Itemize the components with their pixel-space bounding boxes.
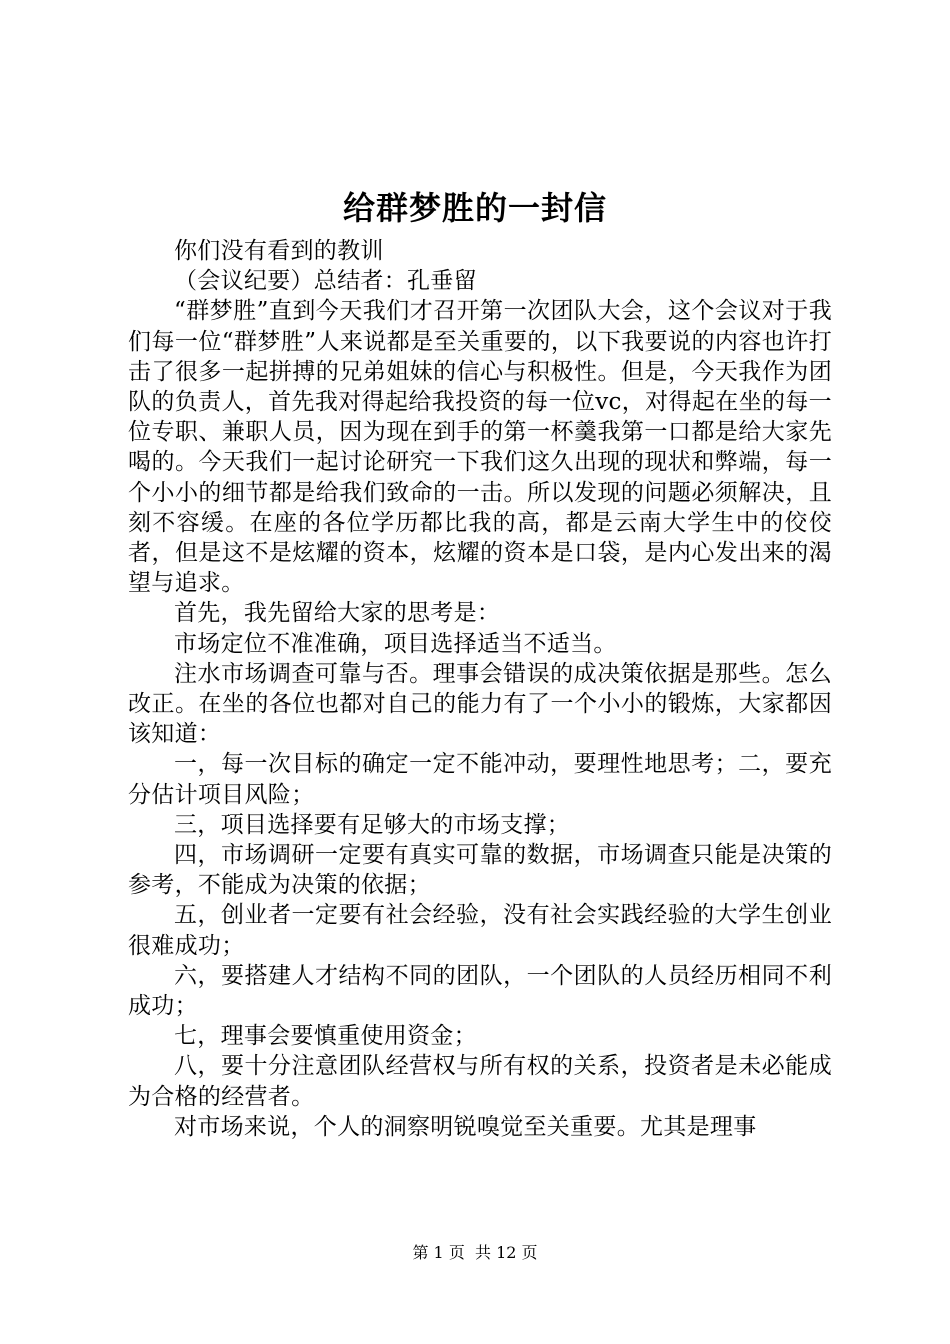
paragraph-point-7: 七，理事会要慎重使用资金； <box>174 1023 477 1050</box>
paragraph-market: 对市场来说，个人的洞察明锐嗅觉至关重要。尤其是理事 <box>174 1113 757 1140</box>
paragraph-positioning: 市场定位不准准确，项目选择适当不适当。 <box>174 630 617 657</box>
document-body <box>128 236 832 1142</box>
paragraph-point-5: 五，创业者一定要有社会经验，没有社会实践经验的大学生创业很难成功； <box>128 902 832 959</box>
paragraph-point-4: 四，市场调研一定要有真实可靠的数据，市场调查只能是决策的参考，不能成为决策的依据； <box>128 842 832 899</box>
paragraph-thinking: 首先，我先留给大家的思考是： <box>174 600 501 627</box>
paragraph-point-8: 八，要十分注意团队经营权与所有权的关系，投资者是未必能成为合格的经营者。 <box>128 1053 832 1110</box>
page-footer: 第 1 页 共 12 页 <box>412 1243 538 1262</box>
paragraph-point-1-2: 一，每一次目标的确定一定不能冲动，要理性地思考；二，要充分估计项目风险； <box>128 751 832 808</box>
paragraph-subtitle: 你们没有看到的教训 <box>174 238 384 264</box>
document-title: 给群梦胜的一封信 <box>342 189 607 227</box>
paragraph-intro: “群梦胜”直到今天我们才召开第一次团队大会，这个会议对于我们每一位“群梦胜”人来说都是至关重要的，以下我要说的内容也许打击了很多一起拼搏的兄弟姐妹的信心与积极性。但是，今天我作为团队的负责人，首先我对得起给我投资的每一位vc，对得起在坐的每一位专职、兼职人员，因为现在到手的第一杯羹我第一口都是给大家先喝的。今天我们一起讨论研究一下我们这久出现的现状和弊端，每一个小小的细节都是给我们致命的一击。所以发现的问题必须解决，且刻不容缓。在座的各位学历都比我的高，都是云南大学生中的佼佼者，但是这不是炫耀的资本，炫耀的资本是口袋，是内心发出来的渴望与追求。 <box>128 298 832 597</box>
paragraph-author: （会议纪要）总结者：孔垂留 <box>174 268 477 295</box>
paragraph-point-6: 六，要搭建人才结构不同的团队，一个团队的人员经历相同不利成功； <box>128 962 832 1020</box>
paragraph-point-3: 三，项目选择要有足够大的市场支撑； <box>174 811 571 838</box>
paragraph-survey: 注水市场调查可靠与否。理事会错误的成决策依据是那些。怎么改正。在坐的各位也都对自己的能力有了一个小小的锻炼，大家都因该知道： <box>128 660 832 748</box>
